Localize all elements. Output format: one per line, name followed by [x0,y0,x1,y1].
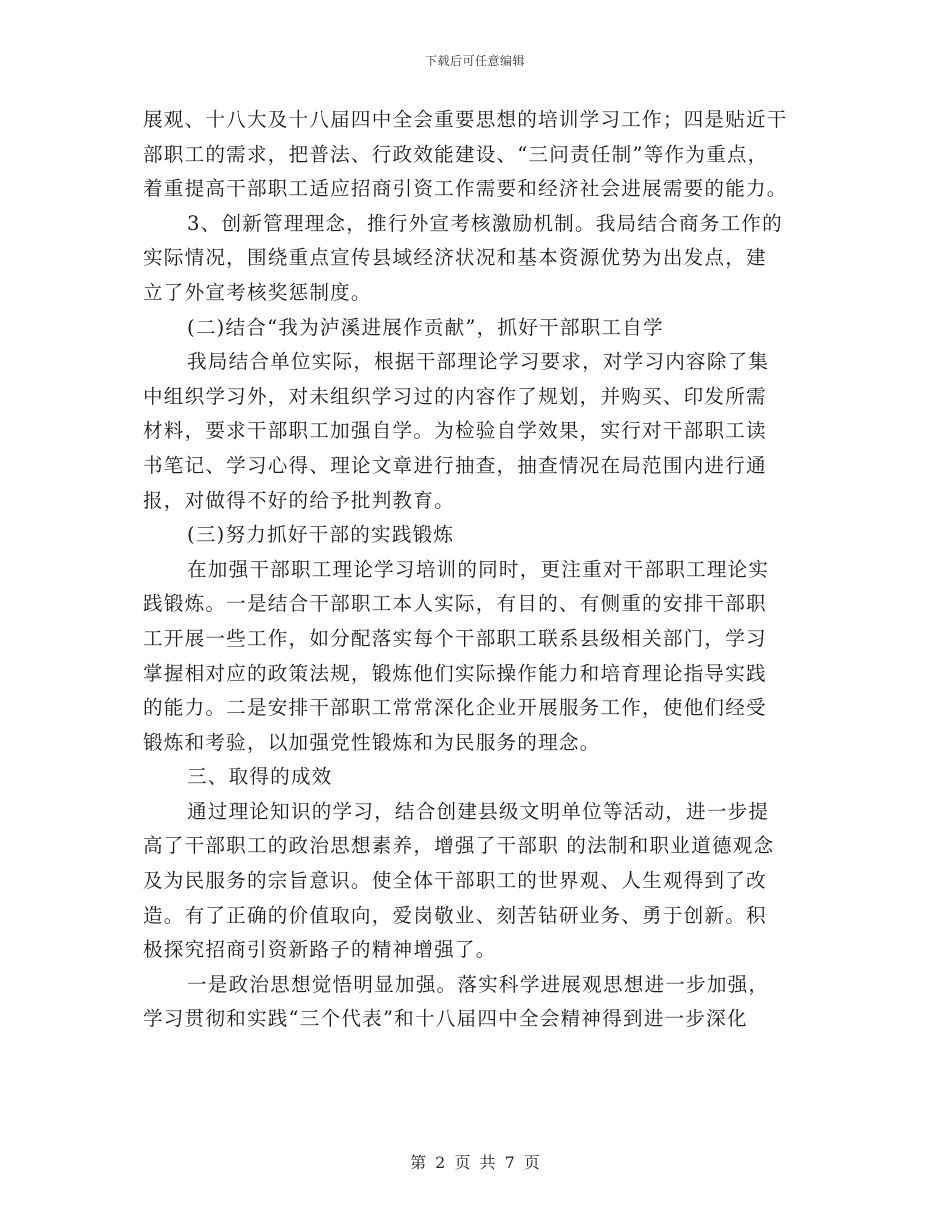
text-line: 立了外宣考核奖惩制度。 [143,280,372,304]
text-line: 展观、十八大及十八届四中全会重要思想的培训学习工作；四是贴近干 [143,108,788,131]
text-line: 工开展一些工作，如分配落实每个干部职工联系县级相关部门，学习 [143,626,767,650]
text-line: 及为民服务的宗旨意识。使全体干部职工的世界观、人生观得到了改 [143,869,767,893]
text-line: 高了干部职工的政治思想素养，增强了干部职 的法制和职业道德观念 [143,834,775,858]
text-line: 践锻炼。一是结合干部职工本人实际，有目的、有侧重的安排干部职 [143,592,767,616]
text-line: 三、取得的成效 [187,765,333,789]
text-line: 中组织学习外，对未组织学习过的内容作了规划，并购买、印发所需 [143,384,767,408]
text-line: 锻炼和考验，以加强党性锻炼和为民服务的理念。 [143,730,601,754]
text-line: 掌握相对应的政策法规，锻炼他们实际操作能力和培育理论指导实践 [143,661,767,685]
text-line: 着重提高干部职工适应招商引资工作需要和经济社会进展需要的能力。 [143,177,788,201]
text-line: 部职工的需求，把普法、行政效能建设、“三问责任制”等作为重点， [143,142,769,166]
text-line: 通过理论知识的学习，结合创建县级文明单位等活动，进一步提 [187,799,770,823]
text-line: 3、创新管理理念，推行外宣考核激励机制。我局结合商务工作的 [187,211,783,235]
page-footer: 第 2 页 共 7 页 [410,1153,540,1172]
page-header: 下载后可任意编辑 [424,54,525,68]
text-line: 的能力。二是安排干部职工常常深化企业开展服务工作，使他们经受 [143,696,767,720]
text-line: 极探究招商引资新路子的精神增强了。 [143,938,497,962]
text-line: 造。有了正确的价值取向，爱岗敬业、刻苦钻研业务、勇于创新。积 [143,903,767,927]
text-line: 在加强干部职工理论学习培训的同时，更注重对干部职工理论实 [187,557,770,581]
text-line: 学习贯彻和实践“三个代表”和十八届四中全会精神得到进一步深化 [143,1007,748,1031]
text-line: (二)结合“我为泸溪进展作贡献”，抓好干部职工自学 [187,315,664,339]
text-line: 实际情况，围绕重点宣传县域经济状况和基本资源优势为出发点，建 [143,246,767,270]
text-line: 报，对做得不好的给予批判教育。 [143,488,455,512]
document-body [143,103,809,1037]
text-line: 材料，要求干部职工加强自学。为检验自学效果，实行对干部职工读 [143,419,767,443]
text-line: 书笔记、学习心得、理论文章进行抽查，抽查情况在局范围内进行通 [143,453,767,477]
text-line: (三)努力抓好干部的实践锻炼 [187,523,455,547]
text-line: 我局结合单位实际，根据干部理论学习要求，对学习内容除了集 [187,350,770,374]
text-line: 一是政治思想觉悟明显加强。落实科学进展观思想进一步加强， [187,972,770,996]
